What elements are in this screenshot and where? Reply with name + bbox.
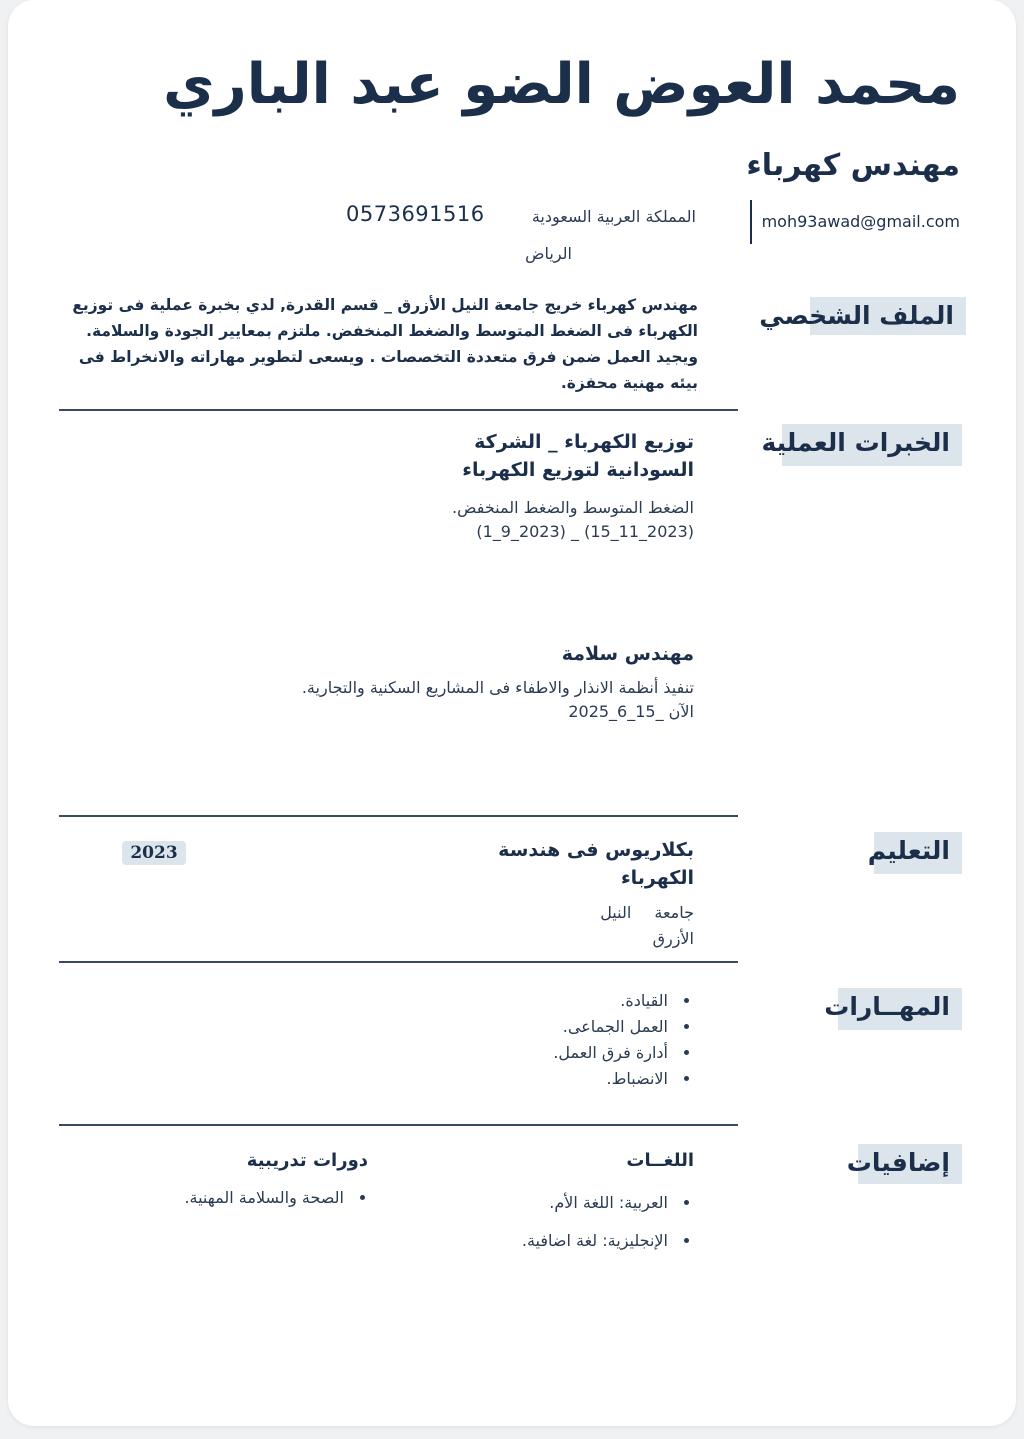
profile-summary: مهندس كهرباء خريج جامعة النيل الأزرق _ قسم القدرة, لدي بخبرة عملية فى توزيع الكهرباء فى الضغط المتوسط والضغط المنخفض. ملتزم بمعايير الجودة والسلامة. ويجيد العمل ضمن فرق متعددة التخصصات . ويسعى لتطوير مهاراته والانخراط فى بيئه مهنية محفزة. <box>72 296 698 392</box>
section-heading-profile: الملف الشخصي <box>810 297 966 335</box>
list-item: • الانضباط. <box>553 1066 672 1092</box>
job-2-description: تنفيذ أنظمة الانذار والاطفاء فى المشاريع السكنية والتجارية. <box>301 678 694 697</box>
section-divider <box>59 409 738 411</box>
languages-heading: اللغــات <box>626 1150 694 1171</box>
section-divider <box>59 1124 738 1126</box>
graduation-year-badge: 2023 <box>122 841 186 865</box>
list-item: • الصحة والسلامة المهنية. <box>184 1184 348 1212</box>
address-city: الرياض <box>525 244 572 263</box>
section-heading-experience: الخبرات العملية <box>782 424 962 466</box>
list-item: • العمل الجماعى. <box>553 1014 672 1040</box>
section-heading-skills: المهــارات <box>838 988 962 1030</box>
section-heading-extras: إضافيات <box>858 1144 962 1184</box>
section-heading-education: التعليم <box>874 832 962 874</box>
languages-list <box>522 1184 694 1260</box>
skills-list <box>553 988 694 1092</box>
job-1-dates: (1_9_2023) _ (15_11_2023) <box>476 522 694 541</box>
contact-divider <box>750 200 752 244</box>
education-university: جامعة النيل الأزرق <box>600 903 694 948</box>
list-item: • العربية: اللغة الأم. <box>522 1184 672 1222</box>
education-degree: بكلاريوس فى هندسة الكهرباء <box>498 839 694 889</box>
address-country: المملكة العربية السعودية <box>531 207 696 226</box>
job-2-title: مهندس سلامة <box>561 643 694 665</box>
training-heading: دورات تدريبية <box>246 1150 368 1171</box>
list-item: • الإنجليزية: لغة اضافية. <box>522 1222 672 1260</box>
email-address[interactable]: moh93awad@gmail.com <box>761 212 960 231</box>
list-item: • القيادة. <box>553 988 672 1014</box>
candidate-name: محمد العوض الضو عبد الباري <box>163 52 960 117</box>
job-2-dates: الآن _15_6_2025 <box>568 702 694 721</box>
section-divider <box>59 815 738 817</box>
job-1-description: الضغط المتوسط والضغط المنخفض. <box>452 498 694 517</box>
section-divider <box>59 961 738 963</box>
list-item: • أدارة فرق العمل. <box>553 1040 672 1066</box>
job-title: مهندس كهرباء <box>746 148 960 183</box>
resume-page <box>8 0 1016 1426</box>
phone-number[interactable]: 0573691516 <box>346 202 485 226</box>
job-1-title: توزيع الكهرباء _ الشركة السودانية لتوزيع الكهرباء <box>462 431 694 481</box>
training-list <box>184 1184 370 1212</box>
